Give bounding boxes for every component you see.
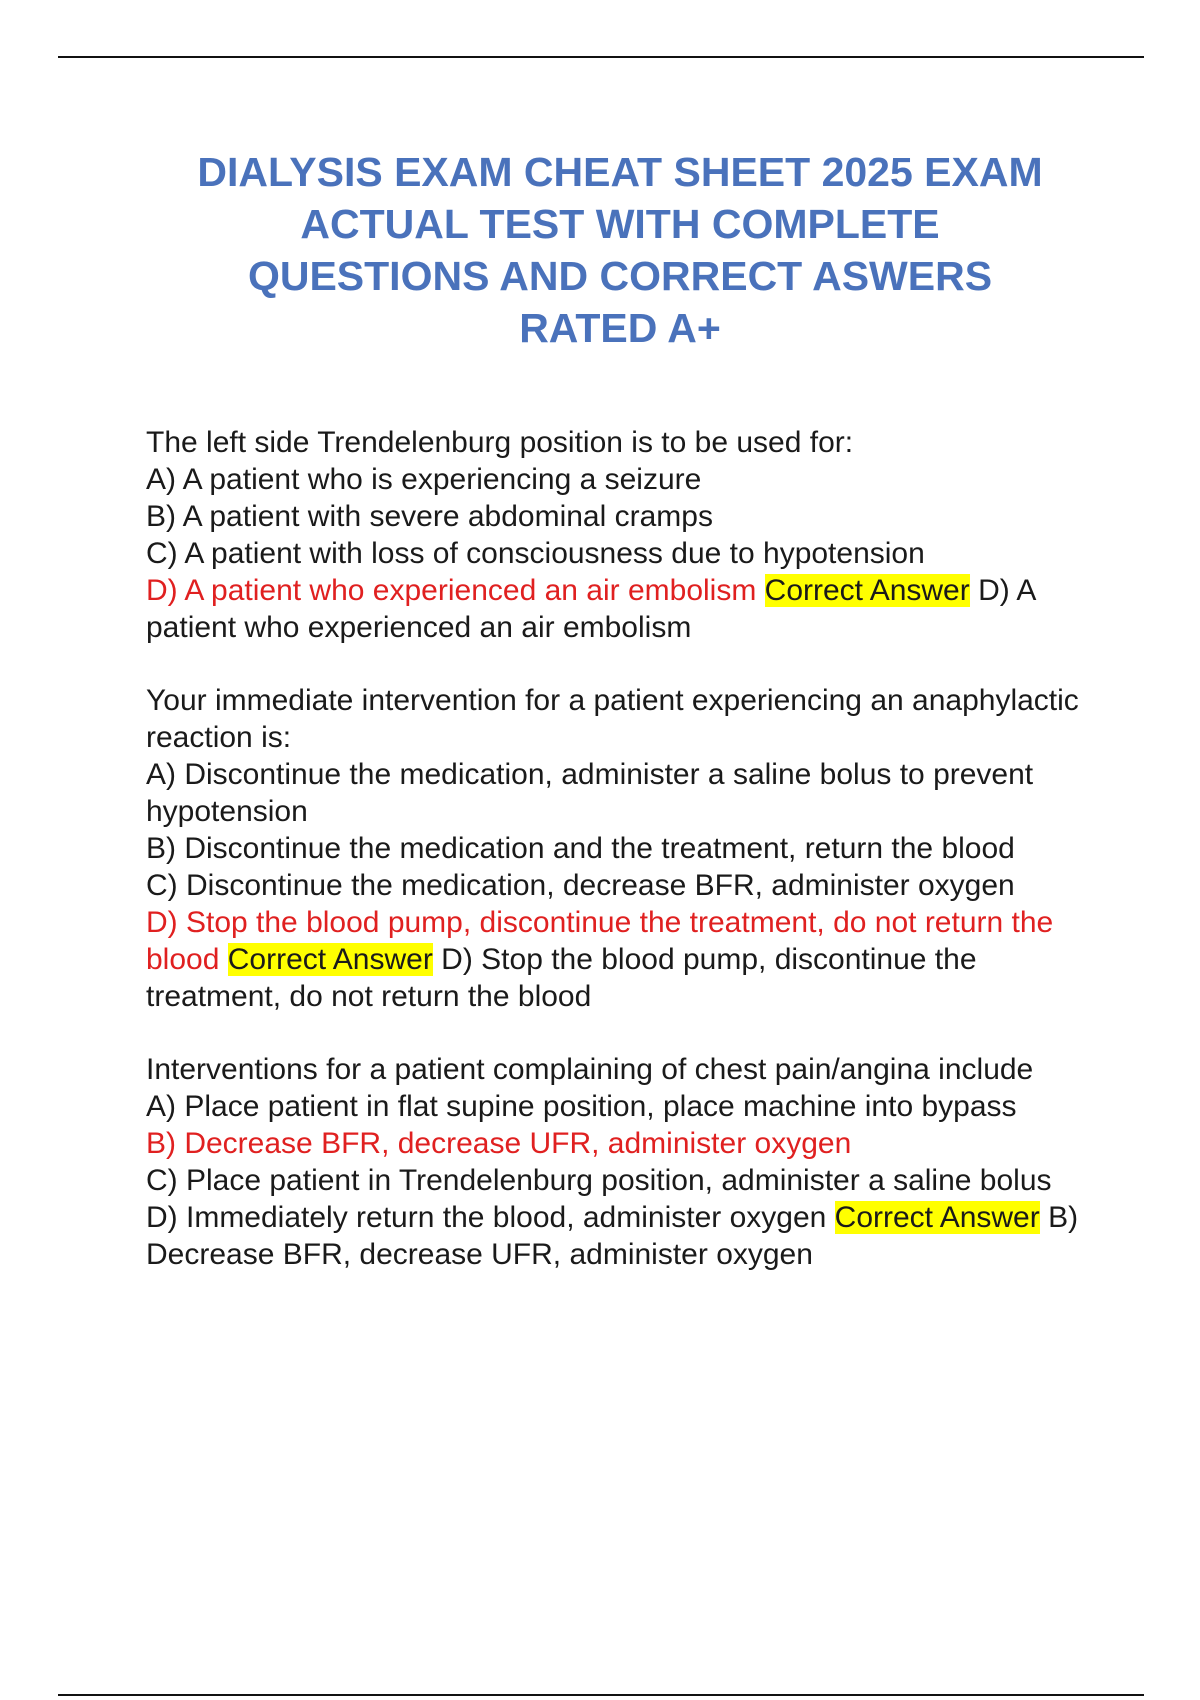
option-a: A) Discontinue the medication, administer a saline bolus to prevent hypotension: [146, 758, 1034, 828]
option-a: A) A patient who is experiencing a seizure: [146, 463, 702, 496]
answer-line: [146, 904, 1090, 1015]
option-d-correct: D) Stop the blood pump, discontinue the treatment, do not return the blood: [146, 906, 1054, 976]
option-b: B) A patient with severe abdominal cramps: [146, 500, 713, 533]
question-text: Your immediate intervention for a patient experiencing an anaphylactic reaction is:: [146, 684, 1079, 754]
question-block-3: [146, 1051, 1090, 1273]
title-line: DIALYSIS EXAM CHEAT SHEET 2025 EXAM: [197, 149, 1043, 195]
answer-line: [146, 1199, 1090, 1273]
option-c: C) A patient with loss of consciousness due to hypotension: [146, 537, 925, 570]
document-title: [140, 146, 1100, 354]
answer-line: [146, 572, 1090, 646]
answer-text: D) A patient who experienced an air embolism: [146, 574, 1035, 644]
questions-body: [146, 424, 1090, 1309]
title-line: RATED A+: [519, 305, 721, 351]
question-text: Interventions for a patient complaining of chest pain/angina include: [146, 1053, 1034, 1086]
option-d: D) Immediately return the blood, administer oxygen: [146, 1201, 827, 1234]
question-block-1: [146, 424, 1090, 646]
option-b: B) Discontinue the medication and the treatment, return the blood: [146, 832, 1015, 865]
option-c: C) Discontinue the medication, decrease BFR, administer oxygen: [146, 869, 1015, 902]
correct-answer-label: Correct Answer: [227, 943, 433, 976]
question-text: The left side Trendelenburg position is to be used for:: [146, 426, 854, 459]
option-a: A) Place patient in flat supine position, place machine into bypass: [146, 1090, 1017, 1123]
option-d-correct: D) A patient who experienced an air embolism: [146, 574, 757, 607]
header-rule: [58, 56, 1144, 58]
correct-answer-label: Correct Answer: [834, 1201, 1040, 1234]
correct-answer-label: Correct Answer: [764, 574, 970, 607]
answer-text: B) Decrease BFR, decrease UFR, administer oxygen: [146, 1201, 1079, 1271]
answer-text: D) Stop the blood pump, discontinue the treatment, do not return the blood: [146, 943, 977, 1013]
title-line: QUESTIONS AND CORRECT ASWERS: [247, 253, 993, 299]
footer-rule: [58, 1694, 1144, 1696]
title-line: ACTUAL TEST WITH COMPLETE: [300, 201, 940, 247]
question-block-2: [146, 682, 1090, 1015]
option-b-correct: B) Decrease BFR, decrease UFR, administer oxygen: [146, 1127, 852, 1160]
option-c: C) Place patient in Trendelenburg position, administer a saline bolus: [146, 1164, 1052, 1197]
